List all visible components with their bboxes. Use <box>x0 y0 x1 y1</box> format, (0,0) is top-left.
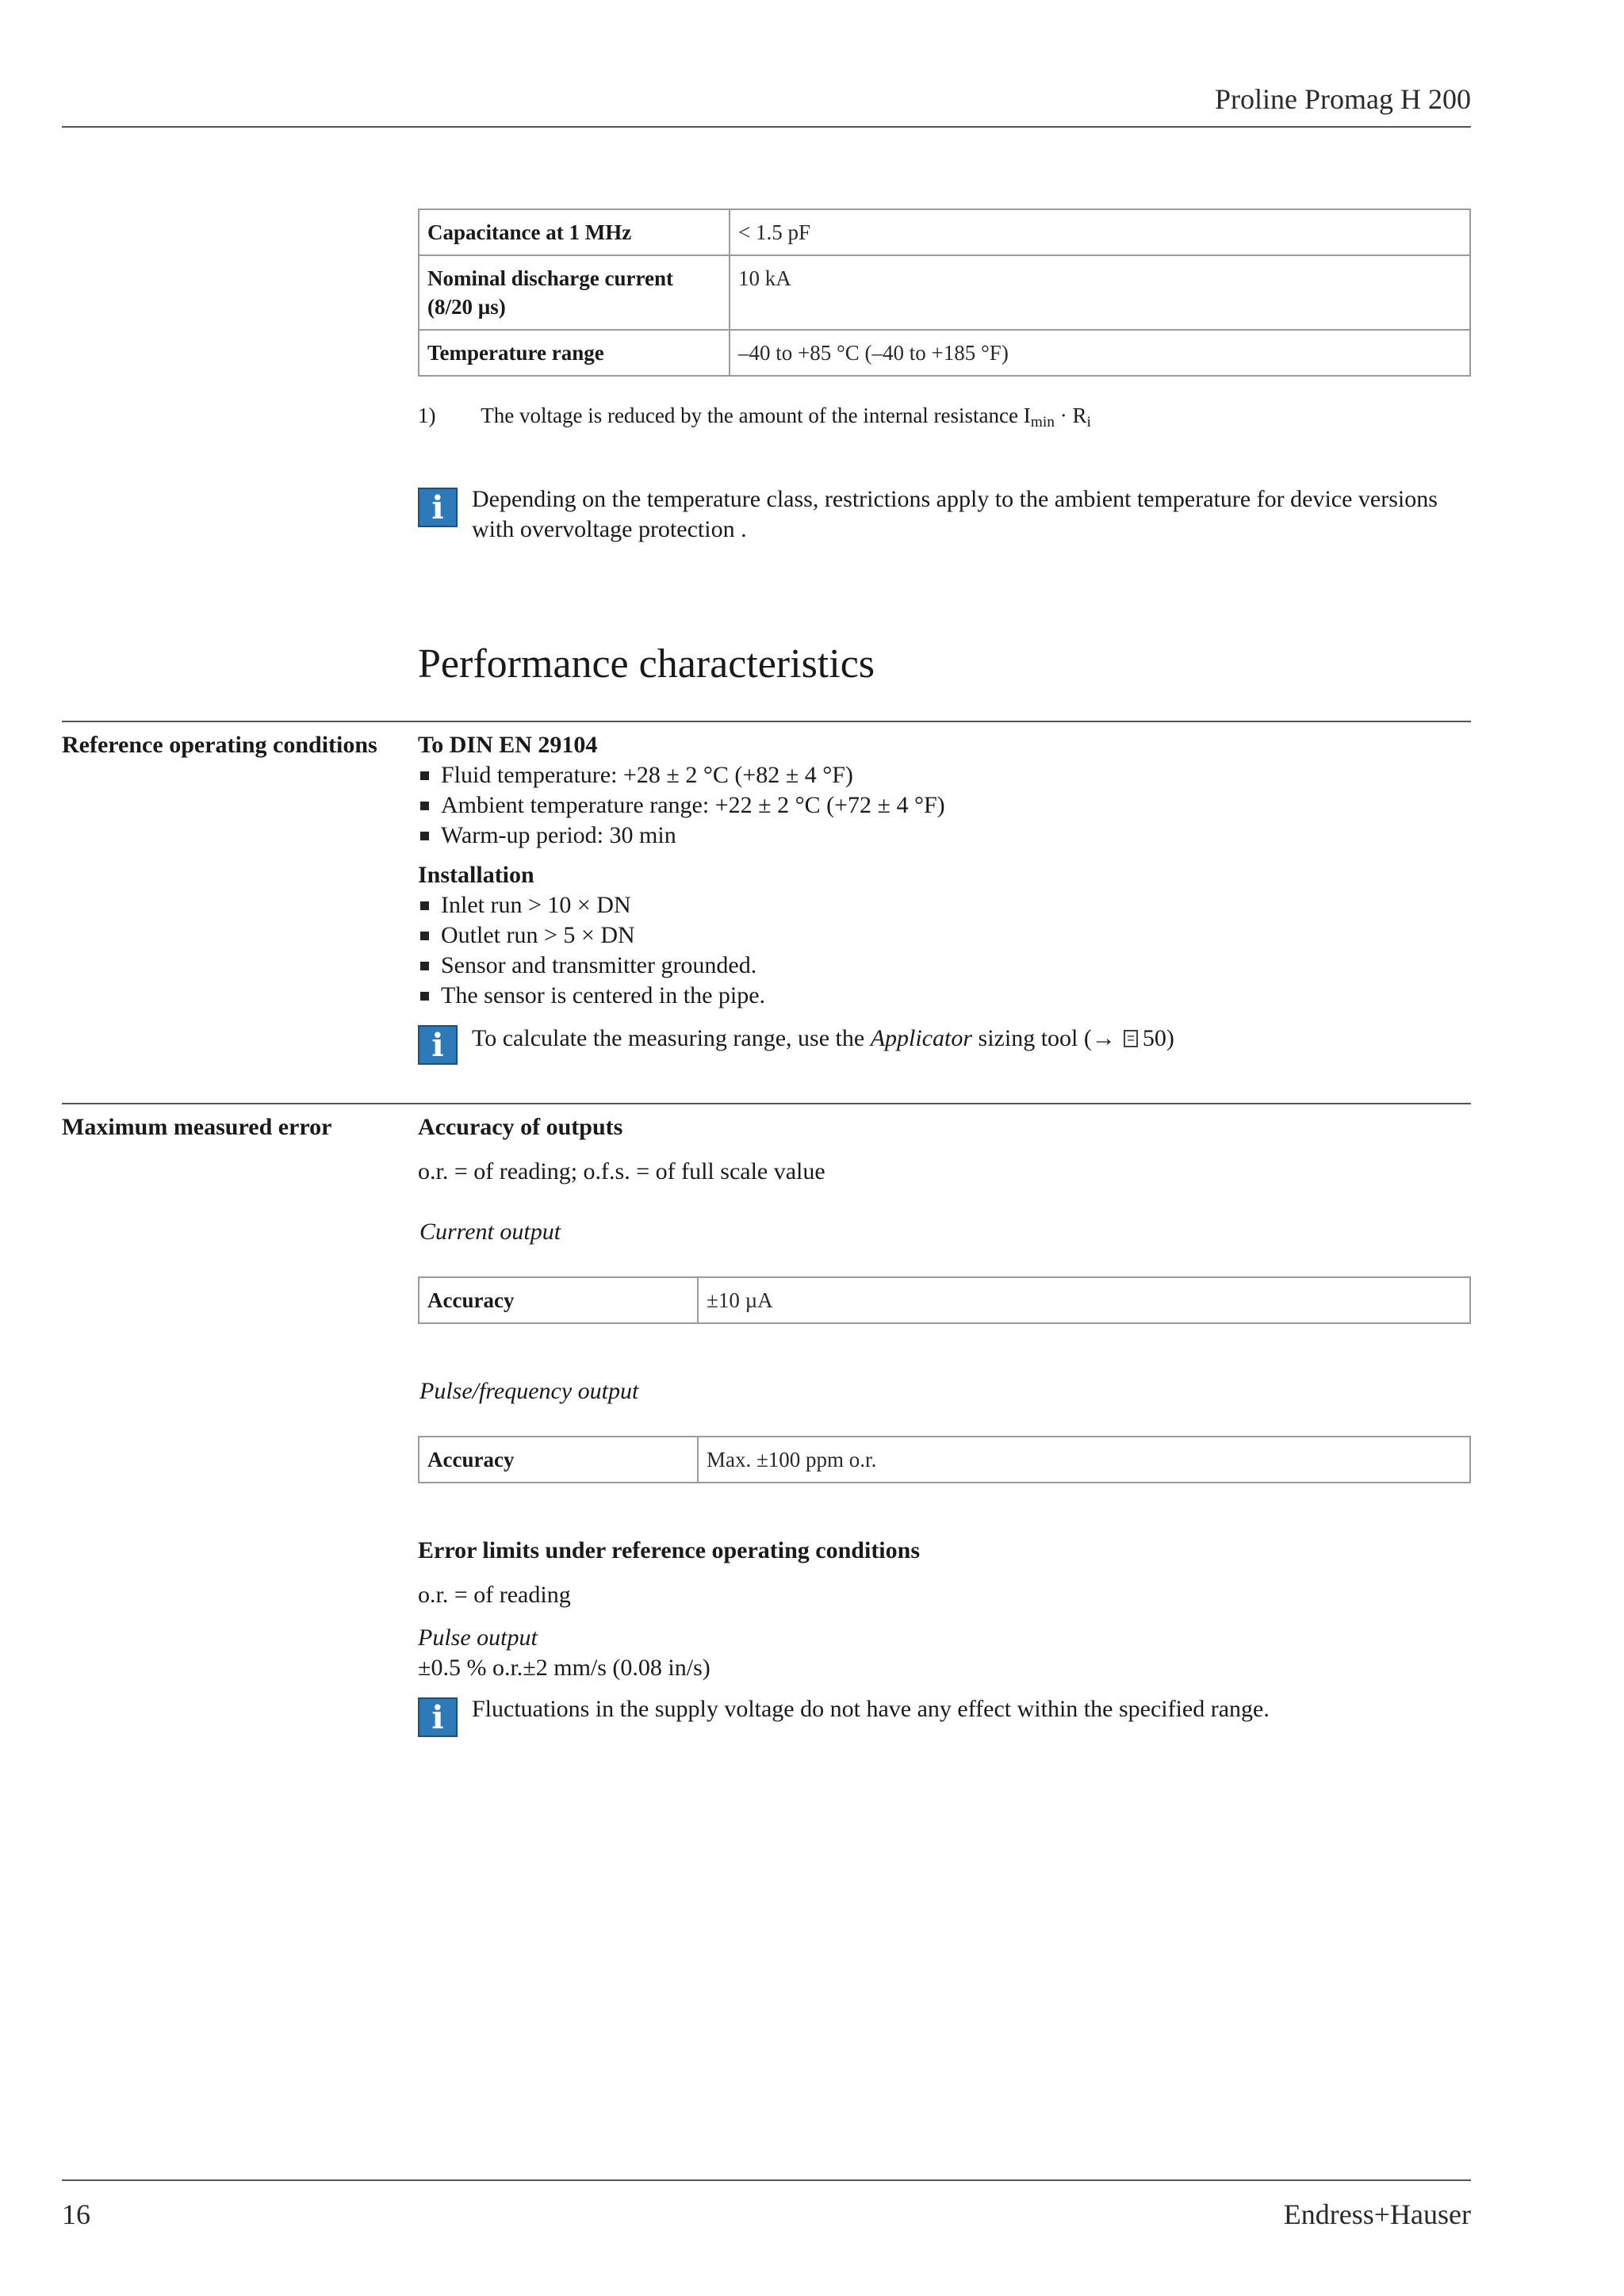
table-value: ±10 µA <box>698 1277 1470 1323</box>
section-title: Performance characteristics <box>418 641 875 687</box>
applicator-note: To calculate the measuring range, use the Applicator sizing tool (→ 50) <box>472 1025 1174 1051</box>
footer-brand: Endress+Hauser <box>1283 2198 1471 2230</box>
applicator-link[interactable]: Applicator <box>870 1025 973 1051</box>
pulse-frequency-table <box>418 1436 1471 1483</box>
document-icon <box>1124 1030 1138 1047</box>
info-icon: i <box>418 488 458 527</box>
table-key: Accuracy <box>419 1437 698 1483</box>
table-row <box>419 1277 1470 1323</box>
list-item: Warm-up period: 30 min <box>418 821 1471 851</box>
installation-heading: Installation <box>418 862 534 888</box>
table-row <box>419 1437 1470 1483</box>
header-rule <box>62 126 1471 128</box>
outputs-heading: Accuracy of outputs <box>418 1114 623 1140</box>
table-value: < 1.5 pF <box>730 209 1470 255</box>
table-row <box>419 209 1470 255</box>
reference-conditions-content <box>418 730 1471 1011</box>
list-item: The sensor is centered in the pipe. <box>418 981 1471 1011</box>
error-limits-heading: Error limits under reference operating conditions <box>418 1537 921 1563</box>
page-number: 16 <box>62 2198 90 2230</box>
list-item: Fluid temperature: +28 ± 2 °C (+82 ± 4 °F) <box>418 760 1471 790</box>
list-item: Inlet run > 10 × DN <box>418 890 1471 920</box>
footer-rule <box>62 2179 1471 2181</box>
table-key: Accuracy <box>419 1277 698 1323</box>
list-item: Ambient temperature range: +22 ± 2 °C (+72 ± 4 °F) <box>418 790 1471 821</box>
footnote-text: The voltage is reduced by the amount of the internal resistance $I_{min} \cdot R_i$ <box>481 404 1091 430</box>
footnote-marker: 1) <box>418 404 436 427</box>
table-key: Nominal discharge current (8/20 µs) <box>419 255 730 330</box>
reference-conditions-label: Reference operating conditions <box>62 732 377 758</box>
info-icon: i <box>418 1025 458 1065</box>
document-header-title: Proline Promag H 200 <box>1215 83 1471 115</box>
outputs-definition: o.r. = of reading; o.f.s. = of full scale value <box>418 1158 825 1184</box>
info-icon: i <box>418 1697 458 1737</box>
section-rule <box>62 1103 1471 1104</box>
overvoltage-note: Depending on the temperature class, restrictions apply to the ambient temperature for device versions with overvoltage protection . <box>472 486 1438 542</box>
table-row <box>419 330 1470 376</box>
pulse-frequency-title: Pulse/frequency output <box>419 1378 639 1404</box>
table-value: –40 to +85 °C (–40 to +185 °F) <box>730 330 1470 376</box>
page-reference[interactable]: 50) <box>1142 1025 1174 1051</box>
pulse-output-title: Pulse output <box>418 1624 538 1651</box>
pulse-output-value: ±0.5 % o.r.±2 mm/s (0.08 in/s) <box>418 1655 710 1681</box>
table-value: 10 kA <box>730 255 1470 330</box>
max-error-label: Maximum measured error <box>62 1114 332 1140</box>
list-item: Sensor and transmitter grounded. <box>418 951 1471 981</box>
table-key: Temperature range <box>419 330 730 376</box>
list-item: Outlet run > 5 × DN <box>418 920 1471 951</box>
supply-voltage-note: Fluctuations in the supply voltage do not have any effect within the specified range. <box>472 1696 1270 1722</box>
footnote <box>418 401 1091 437</box>
installation-list <box>418 890 1471 1011</box>
table-key: Capacitance at 1 MHz <box>419 209 730 255</box>
table-value: Max. ±100 ppm o.r. <box>698 1437 1470 1483</box>
standard-list <box>418 760 1471 851</box>
error-definition: o.r. = of reading <box>418 1582 571 1608</box>
current-output-title: Current output <box>419 1219 561 1245</box>
section-rule <box>62 721 1471 722</box>
table-row <box>419 255 1470 330</box>
current-output-table <box>418 1276 1471 1324</box>
standard-heading: To DIN EN 29104 <box>418 732 598 758</box>
surge-protection-table <box>418 209 1471 377</box>
